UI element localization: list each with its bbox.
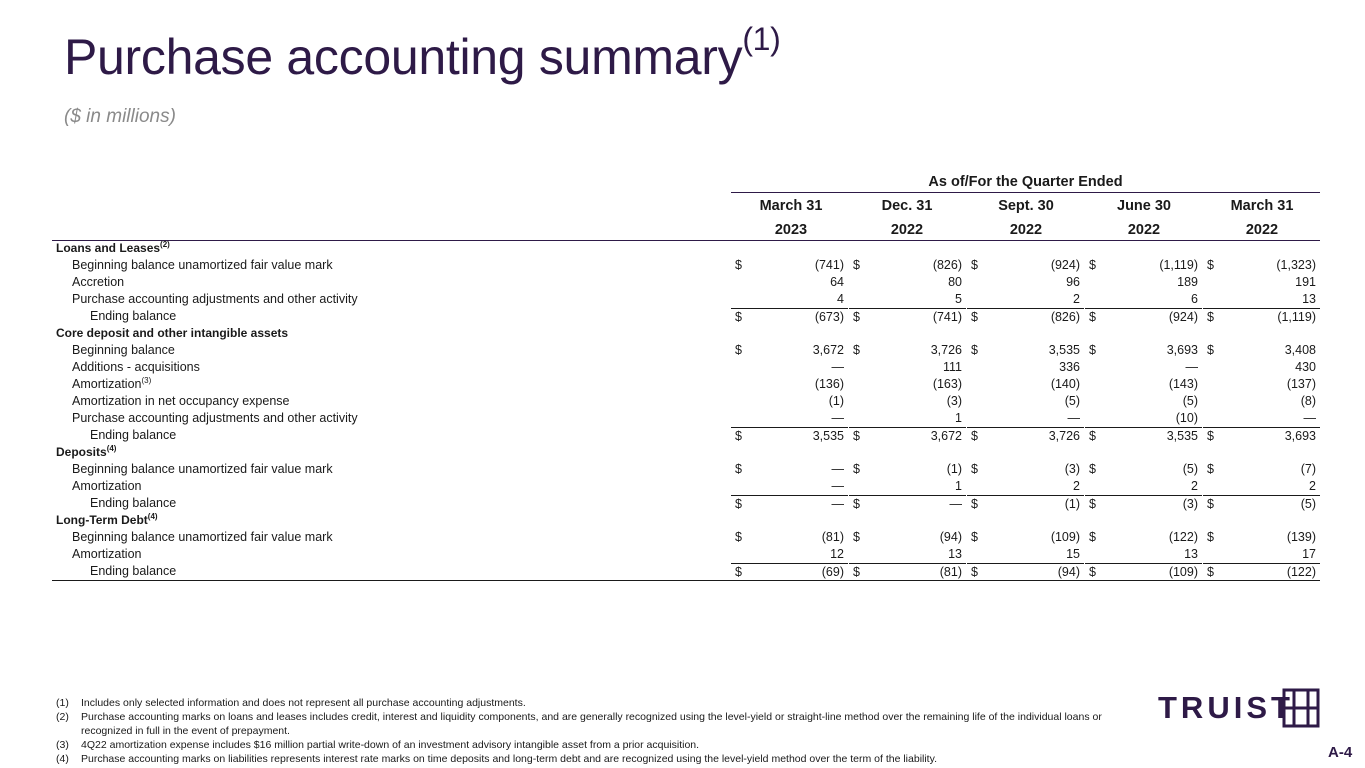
currency-symbol: $ (853, 310, 860, 324)
currency-symbol: $ (971, 343, 978, 357)
cell-value: — (831, 497, 844, 511)
currency-symbol: $ (1207, 429, 1214, 443)
table-cell (967, 427, 1084, 444)
currency-symbol: $ (971, 530, 978, 544)
currency-symbol: $ (971, 497, 978, 511)
table-cell (849, 495, 966, 512)
cell-value: (1) (1064, 497, 1080, 511)
table-cell (731, 563, 848, 580)
cell-value: 2 (1073, 292, 1080, 306)
table-cell (731, 495, 848, 512)
page-subtitle: ($ in millions) (64, 106, 176, 127)
table-body (52, 240, 1320, 581)
currency-symbol: $ (1089, 429, 1096, 443)
table-section-header (52, 325, 1320, 342)
cell-value: (140) (1050, 377, 1080, 391)
cell-value: 17 (1302, 547, 1316, 561)
footnote (56, 696, 1116, 710)
cell-value: (7) (1300, 462, 1316, 476)
table-cell (849, 427, 966, 444)
row-label: Amortization (72, 547, 142, 561)
cell-value: 191 (1295, 275, 1316, 289)
footnote-number: (2) (56, 711, 69, 723)
cell-value: (5) (1182, 462, 1198, 476)
cell-value: 2 (1073, 479, 1080, 493)
table-cell (1085, 308, 1202, 325)
cell-value: (109) (1168, 565, 1198, 579)
currency-symbol: $ (1089, 530, 1096, 544)
cell-value: 3,672 (930, 429, 962, 443)
currency-symbol: $ (1089, 497, 1096, 511)
currency-symbol: $ (853, 497, 860, 511)
table-total-row (52, 495, 1320, 512)
table-cell (967, 563, 1084, 580)
table-cell (1085, 495, 1202, 512)
currency-symbol: $ (971, 429, 978, 443)
row-label: Purchase accounting adjustments and other activity (72, 411, 358, 425)
cell-value: (137) (1286, 377, 1316, 391)
currency-symbol: $ (735, 462, 742, 476)
cell-value: (826) (1050, 310, 1080, 324)
currency-symbol: $ (853, 258, 860, 272)
table-row (52, 393, 1320, 410)
cell-value: 3,726 (1048, 429, 1080, 443)
footnote (56, 738, 1116, 752)
cell-value: 2 (1309, 479, 1316, 493)
cell-value: (143) (1168, 377, 1198, 391)
table-row (52, 257, 1320, 274)
cell-value: — (1185, 360, 1198, 374)
table-cell (731, 308, 848, 325)
currency-symbol: $ (1207, 258, 1214, 272)
row-label: Amortization$^{(3)}$ (72, 375, 152, 391)
cell-value: 3,535 (1166, 429, 1198, 443)
currency-symbol: $ (1207, 310, 1214, 324)
page-title: Purchase accounting summary$^{(1)}$ (64, 21, 781, 85)
row-label: Beginning balance unamortized fair value mark (72, 462, 333, 476)
row-label: Ending balance (90, 309, 177, 323)
currency-symbol: $ (1207, 462, 1214, 476)
cell-value: (81) (939, 565, 962, 579)
currency-symbol: $ (1207, 343, 1214, 357)
cell-value: (5) (1300, 497, 1316, 511)
table-row (52, 546, 1320, 563)
cell-value: (741) (814, 258, 844, 272)
cell-value: (741) (932, 310, 962, 324)
cell-value: — (831, 479, 844, 493)
cell-value: 3,693 (1166, 343, 1198, 357)
logo-wordmark: TRUIST (1158, 690, 1294, 725)
cell-value: (10) (1175, 411, 1198, 425)
cell-value: 13 (948, 547, 962, 561)
currency-symbol: $ (853, 343, 860, 357)
cell-value: 3,693 (1284, 429, 1316, 443)
currency-symbol: $ (853, 462, 860, 476)
cell-value: (5) (1182, 394, 1198, 408)
row-label: Ending balance (90, 496, 177, 510)
cell-value: (924) (1168, 310, 1198, 324)
cell-value: (1,119) (1277, 310, 1316, 324)
cell-value: — (1067, 411, 1080, 425)
currency-symbol: $ (853, 530, 860, 544)
cell-value: — (949, 497, 962, 511)
footnote-text: Purchase accounting marks on liabilities represents interest rate marks on time deposits and long-term debt and are recognized using the level-yield method over the term of the liability. (81, 753, 937, 765)
row-label: Beginning balance (72, 343, 175, 357)
footnote-number: (1) (56, 697, 69, 709)
footnote-text: Includes only selected information and does not represent all purchase accounting adjustments. (81, 697, 526, 709)
currency-symbol: $ (735, 530, 742, 544)
footnote-ref: (3) (141, 375, 152, 385)
cell-value: (94) (1057, 565, 1080, 579)
cell-value: 4 (837, 292, 844, 306)
cell-value: (94) (939, 530, 962, 544)
currency-symbol: $ (1207, 565, 1214, 579)
cell-value: 2 (1191, 479, 1198, 493)
currency-symbol: $ (735, 258, 742, 272)
cell-value: (3) (1182, 497, 1198, 511)
table-section-header (52, 512, 1320, 529)
footnotes (56, 696, 1116, 766)
table-row (52, 461, 1320, 478)
row-label: Amortization (72, 479, 142, 493)
cell-value: 1 (955, 411, 962, 425)
footnote-text: 4Q22 amortization expense includes $16 million partial write-down of an investment advisory intangible asset from a prior acquisition. (81, 739, 700, 751)
cell-value: (5) (1064, 394, 1080, 408)
currency-symbol: $ (735, 565, 742, 579)
row-label: Beginning balance unamortized fair value mark (72, 258, 333, 272)
currency-symbol: $ (1089, 343, 1096, 357)
cell-value: (109) (1050, 530, 1080, 544)
currency-symbol: $ (971, 565, 978, 579)
page-number: A-4 (1328, 744, 1353, 761)
table-row (52, 359, 1320, 376)
row-label: Long-Term Debt$^{(4)}$ (56, 512, 158, 527)
footnote-number: (3) (56, 739, 69, 751)
table-cell (1203, 495, 1320, 512)
truist-logo (1158, 688, 1320, 728)
table-row (52, 291, 1320, 308)
cell-value: (826) (932, 258, 962, 272)
table-cell (967, 308, 1084, 325)
currency-symbol: $ (1089, 462, 1096, 476)
cell-value: (1) (828, 394, 844, 408)
cell-value: 3,535 (1048, 343, 1080, 357)
cell-value: (3) (946, 394, 962, 408)
table-section-header (52, 444, 1320, 461)
table-cell (1203, 563, 1320, 580)
table-row (52, 342, 1320, 359)
cell-value: 3,535 (812, 429, 844, 443)
currency-symbol: $ (735, 343, 742, 357)
cell-value: 189 (1177, 275, 1198, 289)
row-label: Accretion (72, 275, 125, 289)
cell-value: 3,726 (930, 343, 962, 357)
cell-value: 13 (1184, 547, 1198, 561)
cell-value: (3) (1064, 462, 1080, 476)
cell-value: (136) (814, 377, 844, 391)
cell-value: (163) (932, 377, 962, 391)
table-cell (1203, 427, 1320, 444)
table-row (52, 478, 1320, 495)
cell-value: 96 (1066, 275, 1080, 289)
footnote-ref: (2) (160, 240, 170, 249)
cell-value: (122) (1168, 530, 1198, 544)
cell-value: (122) (1286, 565, 1316, 579)
cell-value: 430 (1295, 360, 1316, 374)
table-row (52, 376, 1320, 393)
row-label: Ending balance (90, 564, 177, 578)
cell-value: 336 (1059, 360, 1080, 374)
row-label: Amortization in net occupancy expense (72, 394, 290, 408)
footnote-text: Purchase accounting marks on loans and leases includes credit, interest and liquidity components, and are generally recognized using the level-yield or straight-line method over the remaining life of the individual loans or recognized in full in the event of prepayment. (81, 711, 1102, 737)
cell-value: 111 (942, 360, 962, 374)
table-total-row (52, 308, 1320, 325)
footnote-number: (4) (56, 753, 69, 765)
cell-value: (673) (814, 310, 844, 324)
row-label: Additions - acquisitions (72, 360, 200, 374)
table-column-headers: March 31 2023 Dec. 31 2022 Sept. 30 2022 June 30 2022 March 31 2022 (52, 196, 1320, 241)
cell-value: — (831, 462, 844, 476)
currency-symbol: $ (971, 462, 978, 476)
cell-value: (69) (821, 565, 844, 579)
cell-value: 13 (1302, 292, 1316, 306)
currency-symbol: $ (1207, 497, 1214, 511)
row-label: Ending balance (90, 428, 177, 442)
table-total-row (52, 427, 1320, 444)
cell-value: 3,408 (1284, 343, 1316, 357)
cell-value: (139) (1286, 530, 1316, 544)
currency-symbol: $ (1089, 258, 1096, 272)
currency-symbol: $ (1089, 565, 1096, 579)
cell-value: — (1303, 411, 1316, 425)
footnote (56, 710, 1116, 738)
currency-symbol: $ (853, 429, 860, 443)
table-cell (1085, 427, 1202, 444)
cell-value: (8) (1300, 394, 1316, 408)
cell-value: 15 (1066, 547, 1080, 561)
table-group-header: As of/For the Quarter Ended (731, 172, 1320, 193)
cell-value: (1,119) (1159, 258, 1198, 272)
cell-value: 80 (948, 275, 962, 289)
truist-mark-icon (1282, 688, 1320, 728)
currency-symbol: $ (971, 258, 978, 272)
cell-value: 12 (830, 547, 844, 561)
currency-symbol: $ (735, 429, 742, 443)
table-row (52, 529, 1320, 546)
row-label: Deposits$^{(4)}$ (56, 444, 117, 459)
row-label: Core deposit and other intangible assets (56, 326, 289, 340)
row-label: Loans and Leases$^{(2)}$ (56, 240, 170, 255)
table-row (52, 274, 1320, 291)
cell-value: (924) (1050, 258, 1080, 272)
currency-symbol: $ (971, 310, 978, 324)
table-cell (731, 427, 848, 444)
currency-symbol: $ (853, 565, 860, 579)
currency-symbol: $ (735, 497, 742, 511)
row-label: Beginning balance unamortized fair value mark (72, 530, 333, 544)
currency-symbol: $ (1207, 530, 1214, 544)
cell-value: 3,672 (812, 343, 844, 357)
table-row (52, 410, 1320, 427)
footnote (56, 752, 1116, 766)
cell-value: 6 (1191, 292, 1198, 306)
currency-symbol: $ (1089, 310, 1096, 324)
currency-symbol: $ (735, 310, 742, 324)
cell-value: — (831, 411, 844, 425)
table-cell (1085, 563, 1202, 580)
table-cell (849, 563, 966, 580)
table-cell (1203, 308, 1320, 325)
cell-value: 64 (830, 275, 844, 289)
table-cell (967, 495, 1084, 512)
table-total-row (52, 563, 1320, 581)
table-section-header (52, 240, 1320, 257)
cell-value: 5 (955, 292, 962, 306)
cell-value: — (831, 360, 844, 374)
footnote-ref: (4) (147, 512, 158, 521)
cell-value: 1 (955, 479, 962, 493)
table-cell (849, 308, 966, 325)
cell-value: (1) (946, 462, 962, 476)
footnote-ref: (4) (106, 444, 117, 453)
row-label: Purchase accounting adjustments and other activity (72, 292, 358, 306)
title-footnote-ref: (1) (742, 21, 781, 58)
cell-value: (1,323) (1276, 258, 1316, 272)
cell-value: (81) (821, 530, 844, 544)
